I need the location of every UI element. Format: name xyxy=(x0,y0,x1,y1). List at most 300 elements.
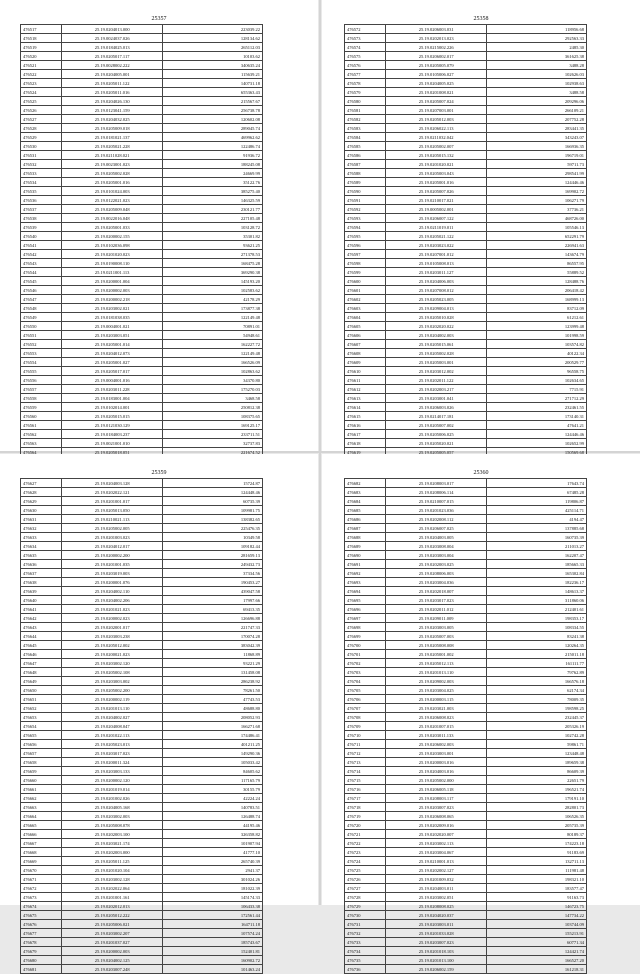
parcel-code-cell: 25.19.0201023.036 xyxy=(385,506,487,515)
amount-cell: 106433.38 xyxy=(163,902,263,911)
row-id-cell: 476596 xyxy=(345,241,386,250)
row-id-cell: 476619 xyxy=(345,448,386,457)
row-id-cell: 476713 xyxy=(345,758,386,767)
amount-cell: 173877.38 xyxy=(163,304,263,313)
amount-cell: 152401.81 xyxy=(163,947,263,956)
parcel-code-cell: 25.19.0210007.015 xyxy=(385,497,487,506)
parcel-code-cell: 25.19.0202002.127 xyxy=(385,866,487,875)
data-table xyxy=(20,478,263,974)
amount-cell: 169125.17 xyxy=(163,421,263,430)
amount-cell: 205735.39 xyxy=(487,821,587,830)
amount-cell: 2941.37 xyxy=(163,866,263,875)
table-row xyxy=(345,394,587,403)
amount-cell: 369290.38 xyxy=(163,268,263,277)
row-id-cell: 476519 xyxy=(21,43,62,52)
amount-cell: 128134.62 xyxy=(163,34,263,43)
parcel-code-cell: 25.19.0205009.048 xyxy=(61,205,163,214)
parcel-code-cell: 25.19.0203003.005 xyxy=(385,623,487,632)
row-id-cell: 476593 xyxy=(345,214,386,223)
row-id-cell: 476719 xyxy=(345,812,386,821)
table-row xyxy=(345,295,587,304)
row-id-cell: 476711 xyxy=(345,740,386,749)
table-row xyxy=(345,286,587,295)
amount-cell: 3488.58 xyxy=(487,88,587,97)
amount-cell: 102634.65 xyxy=(487,376,587,385)
amount-cell: 215011.18 xyxy=(487,650,587,659)
row-id-cell: 476675 xyxy=(21,911,62,920)
table-row xyxy=(21,313,263,322)
amount-cell: 162207.47 xyxy=(487,551,587,560)
amount-cell: 69413.35 xyxy=(163,605,263,614)
table-row xyxy=(345,830,587,839)
amount-cell: 10349.58 xyxy=(163,533,263,542)
parcel-code-cell: 25.19.0202022.121 xyxy=(61,488,163,497)
amount-cell: 35122.76 xyxy=(163,178,263,187)
table-row xyxy=(21,569,263,578)
parcel-code-cell: 25.19.0204032.025 xyxy=(61,115,163,124)
parcel-code-cell: 25.19.0005002.001 xyxy=(385,205,487,214)
table-row xyxy=(21,506,263,515)
table-row xyxy=(345,947,587,956)
parcel-code-cell: 25.19.0203003.238 xyxy=(61,632,163,641)
parcel-code-cell: 25.19.0204005.168 xyxy=(61,803,163,812)
amount-cell: 102626.03 xyxy=(487,70,587,79)
amount-cell: 37334.56 xyxy=(163,569,263,578)
row-id-cell: 476699 xyxy=(345,632,386,641)
parcel-code-cell: 25.19.0205012.003 xyxy=(385,115,487,124)
parcel-code-cell: 25.19.0205005.057 xyxy=(385,448,487,457)
row-id-cell: 476592 xyxy=(345,205,386,214)
row-id-cell: 476547 xyxy=(21,295,62,304)
row-id-cell: 476576 xyxy=(345,61,386,70)
amount-cell: 140783.51 xyxy=(163,803,263,812)
table-row xyxy=(345,79,587,88)
amount-cell: 185743.67 xyxy=(163,938,263,947)
parcel-code-cell: 25.19.0206002.003 xyxy=(385,740,487,749)
row-id-cell: 476517 xyxy=(21,25,62,34)
amount-cell: 249432.73 xyxy=(163,560,263,569)
parcel-code-cell: 25.19.0203011.133 xyxy=(385,731,487,740)
parcel-code-cell: 25.19.0202013.023 xyxy=(385,34,487,43)
parcel-code-cell: 25.19.0204008.047 xyxy=(61,722,163,731)
amount-cell: 149290.36 xyxy=(163,749,263,758)
parcel-code-cell: 25.19.0203007.023 xyxy=(385,938,487,947)
table-row xyxy=(21,605,263,614)
table-row xyxy=(345,695,587,704)
amount-cell: 86557.95 xyxy=(487,259,587,268)
table-row xyxy=(21,749,263,758)
table-row xyxy=(21,142,263,151)
amount-cell: 67485.28 xyxy=(487,488,587,497)
parcel-code-cell: 25.19.0201001.017 xyxy=(61,497,163,506)
row-id-cell: 476546 xyxy=(21,286,62,295)
parcel-code-cell: 25.19.0203003.004 xyxy=(385,551,487,560)
parcel-code-cell: 25.19.0208003.017 xyxy=(385,479,487,488)
row-id-cell: 476651 xyxy=(21,695,62,704)
row-id-cell: 476543 xyxy=(21,259,62,268)
table-row xyxy=(21,79,263,88)
amount-cell: 160735.39 xyxy=(487,533,587,542)
row-id-cell: 476691 xyxy=(345,560,386,569)
parcel-code-cell: 25.19.0205001.014 xyxy=(61,340,163,349)
row-id-cell: 476628 xyxy=(21,488,62,497)
table-row xyxy=(21,61,263,70)
row-id-cell: 476527 xyxy=(21,115,62,124)
amount-cell: 101998.59 xyxy=(487,331,587,340)
row-id-cell: 476692 xyxy=(345,569,386,578)
parcel-code-cell: 25.19.0204006.003 xyxy=(385,277,487,286)
parcel-code-cell: 25.19.0210017.021 xyxy=(385,196,487,205)
amount-cell: 107574.24 xyxy=(163,929,263,938)
row-id-cell: 476724 xyxy=(345,857,386,866)
parcel-code-cell: 25.19.0024037.026 xyxy=(61,34,163,43)
parcel-code-cell: 25.19.0203019.003 xyxy=(61,569,163,578)
parcel-code-cell: 25.19.0205001.002 xyxy=(385,650,487,659)
row-id-cell: 476579 xyxy=(345,88,386,97)
amount-cell: 190453.27 xyxy=(163,578,263,587)
row-id-cell: 476529 xyxy=(21,133,62,142)
table-row xyxy=(345,25,587,34)
amount-cell: 122149.48 xyxy=(163,349,263,358)
parcel-code-cell: 25.19.0200011.324 xyxy=(61,758,163,767)
parcel-code-cell: 25.19.0202003.000 xyxy=(61,848,163,857)
amount-cell: 326358.82 xyxy=(163,830,263,839)
row-id-cell: 476731 xyxy=(345,920,386,929)
amount-cell: 30155.79 xyxy=(163,785,263,794)
table-row xyxy=(345,803,587,812)
parcel-code-cell: 25.19.0207008.012 xyxy=(385,286,487,295)
table-row xyxy=(345,920,587,929)
table-row xyxy=(345,232,587,241)
row-id-cell: 476669 xyxy=(21,857,62,866)
amount-cell: 126696.88 xyxy=(163,614,263,623)
amount-cell: 93221.29 xyxy=(163,659,263,668)
amount-cell: 175270.03 xyxy=(163,385,263,394)
row-id-cell: 476602 xyxy=(345,295,386,304)
amount-cell: 60771.34 xyxy=(487,938,587,947)
parcel-code-cell: 25.19.0205001.016 xyxy=(61,178,163,187)
parcel-code-cell: 25.19.0023001.023 xyxy=(61,160,163,169)
amount-cell: 233711.51 xyxy=(163,430,263,439)
amount-cell: 111981.48 xyxy=(487,866,587,875)
row-id-cell: 476676 xyxy=(21,920,62,929)
table-row xyxy=(345,785,587,794)
amount-cell: 103128.72 xyxy=(163,223,263,232)
parcel-code-cell: 25.19.0203002.021 xyxy=(61,304,163,313)
page-title: 25359 xyxy=(151,470,167,476)
amount-cell: 91163.73 xyxy=(487,893,587,902)
table-row xyxy=(21,178,263,187)
amount-cell: 102938.63 xyxy=(487,79,587,88)
table-row xyxy=(345,632,587,641)
table-row xyxy=(345,304,587,313)
table-row xyxy=(345,34,587,43)
table-row xyxy=(21,97,263,106)
amount-cell: 101907.94 xyxy=(163,839,263,848)
parcel-code-cell: 25.19.0200021.023 xyxy=(61,650,163,659)
row-id-cell: 476721 xyxy=(345,830,386,839)
parcel-code-cell: 25.19.0206002.017 xyxy=(385,52,487,61)
table-row xyxy=(21,533,263,542)
table-row xyxy=(345,533,587,542)
row-id-cell: 476597 xyxy=(345,250,386,259)
amount-cell: 118956.68 xyxy=(487,25,587,34)
parcel-code-cell: 25.19.0205017.117 xyxy=(61,52,163,61)
row-id-cell: 476668 xyxy=(21,848,62,857)
table-row xyxy=(345,758,587,767)
amount-cell: 385275.40 xyxy=(163,187,263,196)
row-id-cell: 476698 xyxy=(345,623,386,632)
row-id-cell: 476706 xyxy=(345,695,386,704)
table-row xyxy=(345,902,587,911)
row-id-cell: 476732 xyxy=(345,929,386,938)
table-row xyxy=(21,857,263,866)
parcel-code-cell: 25.19.0205003.001 xyxy=(385,358,487,367)
table-row xyxy=(345,322,587,331)
parcel-code-cell: 25.19.0203017.023 xyxy=(61,749,163,758)
amount-cell: 126488.74 xyxy=(163,812,263,821)
parcel-code-cell: 25.19.0206007.122 xyxy=(385,214,487,223)
amount-cell: 164711.18 xyxy=(163,920,263,929)
amount-cell: 198321.10 xyxy=(487,875,587,884)
row-id-cell: 476690 xyxy=(345,551,386,560)
row-id-cell: 476617 xyxy=(345,430,386,439)
parcel-code-cell: 25.19.0206003.031 xyxy=(385,25,487,34)
amount-cell: 169902.72 xyxy=(487,187,587,196)
parcel-code-cell: 25.19.0205008.008 xyxy=(385,641,487,650)
amount-cell: 70891.01 xyxy=(163,322,263,331)
table-row xyxy=(345,668,587,677)
amount-cell: 119806.87 xyxy=(487,497,587,506)
amount-cell: 383042.39 xyxy=(163,641,263,650)
table-row xyxy=(345,614,587,623)
parcel-code-cell: 25.19.0208006.114 xyxy=(385,488,487,497)
page-title: 25360 xyxy=(473,470,489,476)
amount-cell: 138382.65 xyxy=(163,515,263,524)
table-row xyxy=(21,169,263,178)
table-row xyxy=(21,695,263,704)
parcel-code-cell: 25.19.0210021.113 xyxy=(61,515,163,524)
row-id-cell: 476679 xyxy=(21,947,62,956)
parcel-code-cell: 25.19.0205001.033 xyxy=(61,223,163,232)
parcel-code-cell: 25.19.0211028.021 xyxy=(61,151,163,160)
table-row xyxy=(21,911,263,920)
parcel-code-cell: 25.19.0200002.120 xyxy=(61,776,163,785)
document-page-4 xyxy=(322,454,640,972)
amount-cell: 150569.68 xyxy=(487,448,587,457)
parcel-code-cell: 25.19.0203002.120 xyxy=(61,659,163,668)
table-row xyxy=(345,187,587,196)
parcel-code-cell: 25.19.0205017.017 xyxy=(61,367,163,376)
amount-cell: 22651.79 xyxy=(487,776,587,785)
table-row xyxy=(21,340,263,349)
amount-cell: 189659.38 xyxy=(487,758,587,767)
amount-cell: 282801.73 xyxy=(487,803,587,812)
amount-cell: 425114.71 xyxy=(487,506,587,515)
amount-cell: 182236.17 xyxy=(487,578,587,587)
table-row xyxy=(345,740,587,749)
table-row xyxy=(21,394,263,403)
row-id-cell: 476522 xyxy=(21,70,62,79)
row-id-cell: 476722 xyxy=(345,839,386,848)
amount-cell: 55889.52 xyxy=(487,268,587,277)
table-row xyxy=(21,70,263,79)
amount-cell: 266109.21 xyxy=(487,106,587,115)
row-id-cell: 476649 xyxy=(21,677,62,686)
table-row xyxy=(21,196,263,205)
row-id-cell: 476656 xyxy=(21,740,62,749)
amount-cell: 86609.39 xyxy=(487,767,587,776)
parcel-code-cell: 25.19.0209011.009 xyxy=(385,614,487,623)
amount-cell: 283441.35 xyxy=(487,124,587,133)
amount-cell: 226941.63 xyxy=(487,241,587,250)
row-id-cell: 476618 xyxy=(345,439,386,448)
parcel-code-cell: 25.19.0200001.076 xyxy=(61,578,163,587)
parcel-code-cell: 25.19.0205002.000 xyxy=(385,776,487,785)
row-id-cell: 476693 xyxy=(345,578,386,587)
parcel-code-cell: 25.19.0200001.004 xyxy=(61,277,163,286)
table-row xyxy=(345,358,587,367)
parcel-code-cell: 25.19.0204003.011 xyxy=(385,884,487,893)
parcel-code-cell: 25.19.0201037.027 xyxy=(61,938,163,947)
row-id-cell: 476541 xyxy=(21,241,62,250)
row-id-cell: 476664 xyxy=(21,812,62,821)
row-id-cell: 476534 xyxy=(21,178,62,187)
parcel-code-cell: 25.19.0203007.248 xyxy=(61,965,163,974)
amount-cell: 10103.62 xyxy=(163,52,263,61)
amount-cell: 221674.52 xyxy=(163,448,263,457)
parcel-code-cell: 25.19.0205023.005 xyxy=(385,295,487,304)
table-row xyxy=(21,596,263,605)
table-row xyxy=(21,767,263,776)
data-table xyxy=(20,24,263,520)
table-row xyxy=(21,659,263,668)
parcel-code-cell: 25.19.0207003.001 xyxy=(385,106,487,115)
table-row xyxy=(345,749,587,758)
parcel-code-cell: 25.19.0205002.028 xyxy=(61,169,163,178)
row-id-cell: 476538 xyxy=(21,214,62,223)
amount-cell: 166271.68 xyxy=(163,722,263,731)
amount-cell: 59711.73 xyxy=(487,160,587,169)
parcel-code-cell: 25.19.0181021.137 xyxy=(61,133,163,142)
row-id-cell: 476735 xyxy=(345,956,386,965)
table-row xyxy=(21,668,263,677)
amount-cell: 83241.38 xyxy=(487,632,587,641)
amount-cell: 106526.35 xyxy=(487,812,587,821)
row-id-cell: 476682 xyxy=(345,479,386,488)
amount-cell: 230121.77 xyxy=(163,205,263,214)
parcel-code-cell: 25.19.0207001.012 xyxy=(385,250,487,259)
parcel-code-cell: 25.19.0200002.003 xyxy=(61,947,163,956)
amount-cell: 42178.29 xyxy=(163,295,263,304)
parcel-code-cell: 25.19.0205006.025 xyxy=(385,430,487,439)
table-row xyxy=(345,875,587,884)
row-id-cell: 476650 xyxy=(21,686,62,695)
parcel-code-cell: 25.19.0105008.013 xyxy=(385,259,487,268)
row-id-cell: 476586 xyxy=(345,151,386,160)
table-row xyxy=(345,929,587,938)
amount-cell: 146325.59 xyxy=(163,196,263,205)
row-id-cell: 476528 xyxy=(21,124,62,133)
amount-cell: 271378.53 xyxy=(163,250,263,259)
amount-cell: 32737.83 xyxy=(163,439,263,448)
parcel-code-cell: 25.19.0205011.125 xyxy=(61,857,163,866)
parcel-code-cell: 25.19.0203011.127 xyxy=(385,268,487,277)
amount-cell: 103574.82 xyxy=(487,340,587,349)
table-row xyxy=(345,713,587,722)
amount-cell: 147734.22 xyxy=(487,911,587,920)
table-row xyxy=(345,704,587,713)
row-id-cell: 476689 xyxy=(345,542,386,551)
parcel-code-cell: 25.19.0004001.021 xyxy=(61,322,163,331)
table-row xyxy=(21,794,263,803)
table-row xyxy=(21,776,263,785)
parcel-code-cell: 25.19.0211019.011 xyxy=(385,223,487,232)
table-row xyxy=(21,641,263,650)
table-row xyxy=(345,686,587,695)
parcel-code-cell: 25.19.0201013.110 xyxy=(385,668,487,677)
parcel-code-cell: 25.19.0214017.181 xyxy=(385,412,487,421)
amount-cell: 131458.08 xyxy=(163,668,263,677)
parcel-code-cell: 25.19.0202003.100 xyxy=(61,830,163,839)
row-id-cell: 476616 xyxy=(345,421,386,430)
parcel-code-cell: 25.19.0205007.026 xyxy=(385,187,487,196)
row-id-cell: 476716 xyxy=(345,785,386,794)
parcel-code-cell: 25.19.0203002.051 xyxy=(385,893,487,902)
table-row xyxy=(21,421,263,430)
amount-cell: 3488.28 xyxy=(487,61,587,70)
row-id-cell: 476648 xyxy=(21,668,62,677)
row-id-cell: 476540 xyxy=(21,232,62,241)
row-id-cell: 476733 xyxy=(345,938,386,947)
table-row xyxy=(21,214,263,223)
row-id-cell: 476694 xyxy=(345,587,386,596)
row-id-cell: 476581 xyxy=(345,106,386,115)
table-row xyxy=(345,439,587,448)
parcel-code-cell: 25.19.0201009.032 xyxy=(385,875,487,884)
table-row xyxy=(345,340,587,349)
table-row xyxy=(345,767,587,776)
row-id-cell: 476653 xyxy=(21,713,62,722)
amount-cell: 109182.44 xyxy=(163,542,263,551)
parcel-code-cell: 25.19.0205012.113 xyxy=(385,659,487,668)
parcel-code-cell: 25.19.0205003.043 xyxy=(385,169,487,178)
table-row xyxy=(345,241,587,250)
table-row xyxy=(345,277,587,286)
table-row xyxy=(345,596,587,605)
parcel-code-cell: 25.19.0205012.002 xyxy=(61,641,163,650)
table-row xyxy=(345,385,587,394)
parcel-code-cell: 25.19.0206008.023 xyxy=(385,713,487,722)
amount-cell: 185665.33 xyxy=(487,560,587,569)
amount-cell: 124448.46 xyxy=(163,488,263,497)
table-row xyxy=(345,349,587,358)
amount-cell: 93621.25 xyxy=(163,241,263,250)
table-row xyxy=(21,124,263,133)
row-id-cell: 476536 xyxy=(21,196,62,205)
parcel-code-cell: 25.19.0204005.025 xyxy=(385,79,487,88)
parcel-code-cell: 25.19.0205001.016 xyxy=(385,178,487,187)
parcel-code-cell: 25.19.0203003.001 xyxy=(385,749,487,758)
table-row xyxy=(345,412,587,421)
row-id-cell: 476582 xyxy=(345,115,386,124)
table-row xyxy=(21,578,263,587)
parcel-code-cell: 25.19.0105006.027 xyxy=(385,70,487,79)
parcel-code-cell: 25.19.0200002.023 xyxy=(61,614,163,623)
table-row xyxy=(345,911,587,920)
amount-cell: 128488.76 xyxy=(487,277,587,286)
row-id-cell: 476671 xyxy=(21,875,62,884)
